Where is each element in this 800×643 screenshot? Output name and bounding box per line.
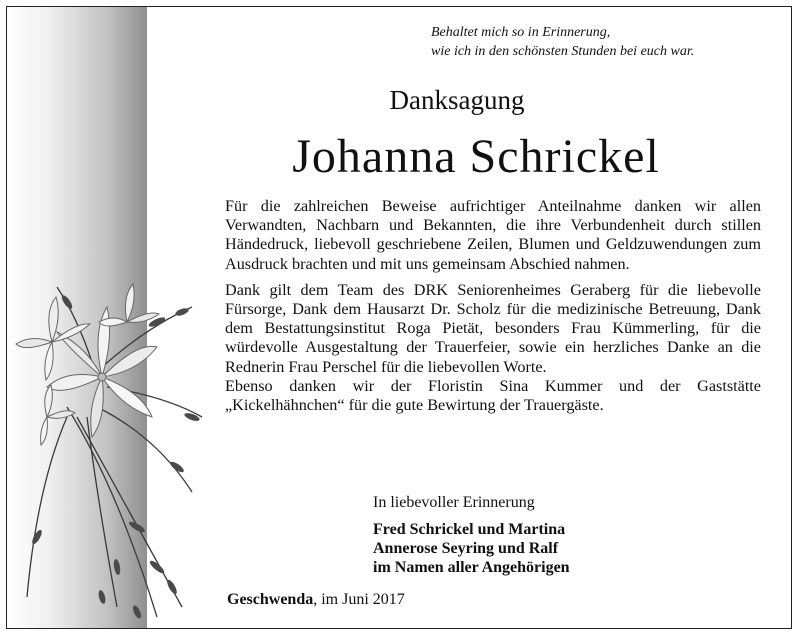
family-line-1: Fred Schrickel und Martina xyxy=(373,521,566,538)
place-and-date xyxy=(227,591,627,609)
deceased-name: Johanna Schrickel xyxy=(292,130,660,183)
motto-line-1: Behaltet mich so in Erinnerung, xyxy=(431,25,611,40)
obituary-card xyxy=(6,6,792,629)
decorative-side-band xyxy=(7,7,211,628)
thanks-paragraph-2: Dank gilt dem Team des DRK Seniorenheimes Geraberg für die liebevolle Fürsorge, Dank dem Hausarzt Dr. Scholz für die medizinische Betreuung, Dank dem Bestattungsinstitut Roga Pietät, besonders Frau Kümmerling, für die würdevolle Ausgestaltung der Trauerfeier, sowie ein herzliches Danke an die Rednerin Frau Perschel für die liebevollen Worte. xyxy=(225,280,761,376)
motto-quote xyxy=(431,23,781,61)
closing-greeting: In liebevoller Erinnerung xyxy=(373,494,535,511)
family-line-2: Annerose Seyring und Ralf xyxy=(373,540,559,557)
closing-block xyxy=(373,493,713,577)
thanks-paragraph-3: Ebenso danken wir der Floristin Sina Kummer und der Gaststätte „Kickelhähnchen“ für die gute Bewirtung der Trauergäste. xyxy=(225,376,761,415)
place-date: , im Juni 2017 xyxy=(313,591,405,608)
family-line-3: im Namen aller Angehörigen xyxy=(373,559,570,576)
thanks-paragraph-1: Für die zahlreichen Beweise aufrichtiger Anteilnahme danken wir allen Verwandten, Nachbarn und Bekannten, die ihre Verbundenheit durch stillen Händedruck, liebevoll geschriebene Zeilen, Blumen und Geldzuwendungen zum Ausdruck brachten und mit uns gemeinsam Abschied nahmen. xyxy=(225,197,761,273)
thanks-body xyxy=(225,197,761,422)
place-town: Geschwenda xyxy=(227,591,314,608)
lily-flower-bouquet-icon xyxy=(7,267,207,627)
notice-title: Danksagung xyxy=(389,85,525,115)
motto-line-2: wie ich in den schönsten Stunden bei euch war. xyxy=(431,44,695,59)
